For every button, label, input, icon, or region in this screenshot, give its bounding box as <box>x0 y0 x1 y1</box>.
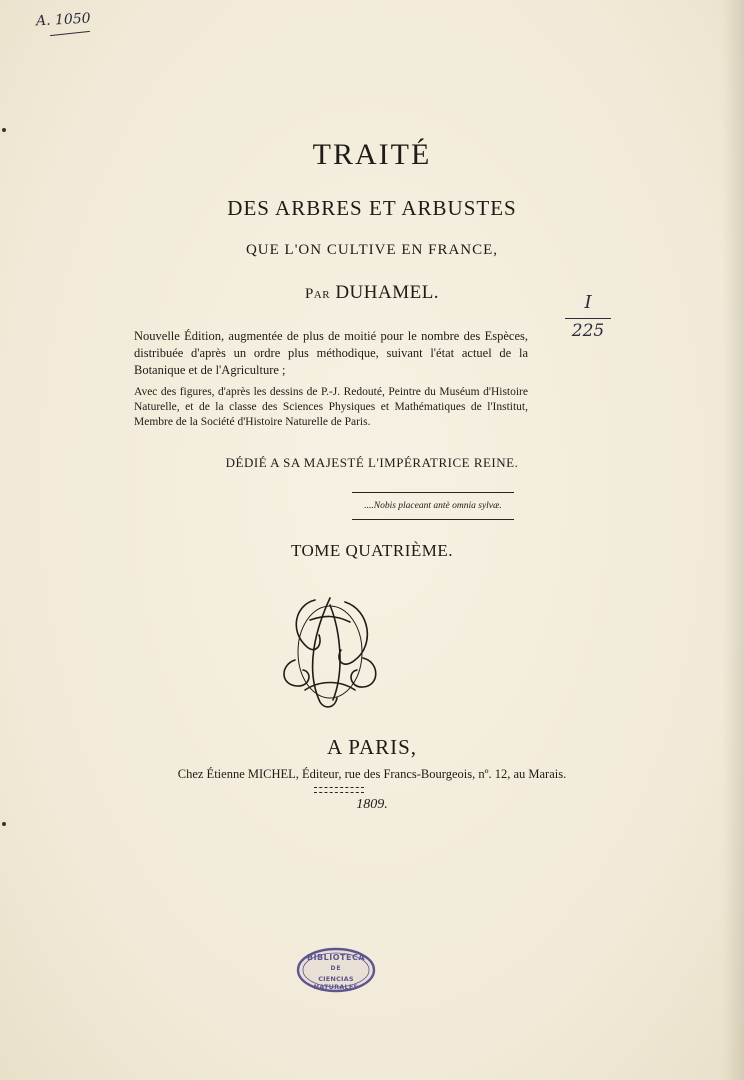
author-name: DUHAMEL. <box>335 282 440 303</box>
margin-mark <box>2 822 6 826</box>
library-stamp <box>296 947 376 993</box>
handwritten-volume-number: 225 <box>571 321 605 341</box>
subtitle: DES ARBRES ET ARBUSTES <box>227 196 517 220</box>
handwritten-underline <box>50 31 90 36</box>
handwritten-fraction-bar <box>565 318 611 319</box>
edition-paragraph: Nouvelle Édition, augmentée de plus de moitié pour le nombre des Espèces, distribuée d'après un ordre plus méthodique, suivant l'état actuel de la Botanique et de l'Agriculture ; <box>134 329 528 377</box>
figures-paragraph: Avec des figures, d'après les dessins de P.-J. Redouté, Peintre du Muséum d'Histoire Naturelle, et de la classe des Sciences Physiques et Mathématiques de l'Institut, Membre de la Société d'Histoire Naturelle de Paris. <box>134 386 528 428</box>
volume-label: TOME QUATRIÈME. <box>290 541 454 560</box>
dedication: DÉDIÉ A SA MAJESTÉ L'IMPÉRATRICE REINE. <box>225 455 519 470</box>
epigraph-text: ....Nobis placeant antè omnia sylvæ. <box>364 501 502 511</box>
decorative-rule <box>314 787 364 793</box>
handwritten-shelfmark: A. 1050 <box>35 10 92 30</box>
subtitle-secondary: QUE L'ON CULTIVE EN FRANCE, <box>245 242 499 258</box>
imprint-year: 1809. <box>356 797 388 812</box>
handwritten-volume-numeral: I <box>584 292 592 313</box>
epigraph-box <box>352 492 514 520</box>
stamp-line-1: BIBLIOTECA <box>306 953 366 962</box>
stamp-line-3: CIENCIAS NATURALES <box>313 975 359 991</box>
page-title: TRAITÉ <box>312 138 432 171</box>
author-line <box>0 282 744 304</box>
stamp-line-2: DE <box>330 965 342 972</box>
imprint-city: A PARIS, <box>326 735 418 759</box>
author-prefix: Par <box>304 286 331 302</box>
imprint-publisher: Chez Étienne MICHEL, Éditeur, rue des Francs-Bourgeois, nº. 12, au Marais. <box>177 767 567 781</box>
margin-mark <box>2 128 6 132</box>
monogram-ornament <box>275 590 385 715</box>
